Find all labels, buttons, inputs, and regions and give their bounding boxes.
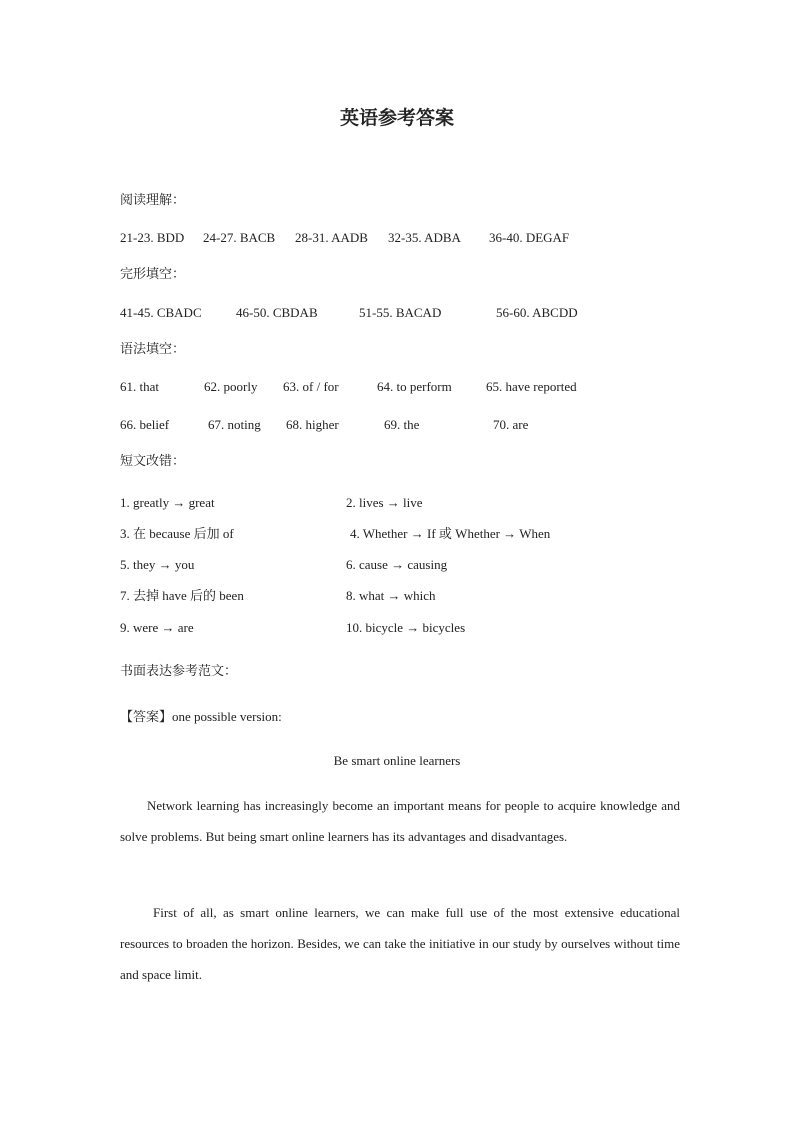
cloze-answer: 41-45. CBADC [120,305,202,320]
cloze-heading: 完形填空： [120,267,186,282]
cloze-answer: 46-50. CBDAB [236,305,318,320]
reading-answer: 24-27. BACB [203,230,276,245]
correction-item: 4. Whether → If 或 Whether → When [350,526,551,541]
grammar-answer: 62. poorly [204,379,258,394]
essay-paragraph: First of all, as smart online learners, we can make full use of the most extensive educational resources to broaden the horizon. Besides, we can take the initiative in our study by ourselves without time and space limit. [120,905,680,982]
reading-answer: 21-23. BDD [120,230,185,245]
correction-item: 7. 去掉 have 后的 been [120,588,244,603]
answer-tag: 【答案】 [120,710,173,725]
grammar-heading: 语法填空： [120,342,186,357]
reading-answer: 32-35. ADBA [388,230,461,245]
grammar-answer: 63. of / for [283,379,339,394]
cloze-answer: 56-60. ABCDD [496,305,578,320]
correction-item: 6. cause → causing [346,557,448,572]
writing-heading: 书面表达参考范文： [120,664,238,679]
correction-item: 5. they → you [120,557,195,572]
answer-note: one possible version: [172,709,282,724]
correction-item: 8. what → which [346,588,436,603]
reading-answer: 36-40. DEGAF [489,230,570,245]
answer-line [120,709,282,726]
correction-item: 2. lives → live [346,495,423,510]
grammar-answer: 66. belief [120,417,170,432]
correction-item: 9. were → are [120,620,194,635]
grammar-answer: 68. higher [286,417,339,432]
grammar-answer: 70. are [493,417,529,432]
correction-item: 1. greatly → great [120,495,215,510]
correction-item: 3. 在 because 后加 of [120,526,234,541]
essay-paragraph: Network learning has increasingly become an important means for people to acquire knowledge and solve problems. But being smart online learners has its advantages and disadvantages. [120,798,680,844]
grammar-answer: 64. to perform [377,379,452,394]
essay-title: Be smart online learners [333,753,461,768]
grammar-answer: 65. have reported [486,379,577,394]
page-title: 英语参考答案 [339,107,454,129]
reading-heading: 阅读理解： [120,193,186,208]
grammar-answer: 67. noting [208,417,261,432]
correction-heading: 短文改错： [120,454,186,469]
reading-answer: 28-31. AADB [295,230,368,245]
grammar-answer: 61. that [120,379,159,394]
correction-item: 10. bicycle → bicycles [346,620,466,635]
cloze-answer: 51-55. BACAD [359,305,442,320]
grammar-answer: 69. the [384,417,420,432]
